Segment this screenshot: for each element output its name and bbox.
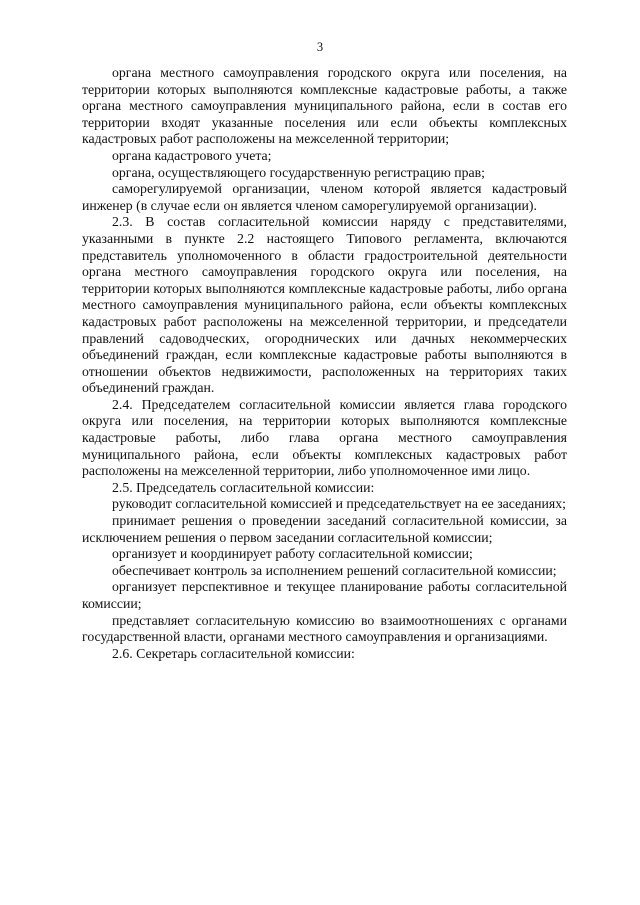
paragraph: представляет согласительную комиссию во взаимоотношениях с органами государственной власти, органами местного самоуправления и организациями.: [82, 612, 567, 645]
paragraph: органа местного самоуправления городского округа или поселения, на территории которых выполняются комплексные кадастровые работы, а также органа местного самоуправления муниципального района, если в состав его территории входят указанные поселения или если объекты комплексных кадастровых работ расположены на межселенной территории;: [82, 65, 567, 147]
paragraph: организует перспективное и текущее планирование работы согласительной комиссии;: [82, 579, 567, 611]
paragraph: 2.5. Председатель согласительной комиссии:: [112, 479, 375, 495]
document-body: [82, 65, 567, 662]
paragraph: 2.4. Председателем согласительной комиссии является глава городского округа или поселения, на территории которых выполняются комплексные кадастровые работы, либо глава органа местного самоуправления муниципального района, если объекты комплексных кадастровых работ расположены на межселенной территории, либо уполномоченное ими лицо.: [82, 396, 567, 479]
paragraph: саморегулируемой организации, членом которой является кадастровый инженер (в случае если он является членом саморегулируемой организации).: [82, 181, 567, 213]
paragraph: принимает решения о проведении заседаний согласительной комиссии, за исключением решения о первом заседании согласительной комиссии;: [82, 513, 567, 545]
paragraph: 2.6. Секретарь согласительной комиссии:: [112, 645, 355, 661]
paragraph: руководит согласительной комиссией и председательствует на ее заседаниях;: [112, 496, 566, 512]
page-number: 3: [316, 40, 324, 54]
paragraph: 2.3. В состав согласительной комиссии наряду с представителями, указанными в пункте 2.2 настоящего Типового регламента, включаются представитель уполномоченного в области градостроительной деятельности органа местного самоуправления городского округа или поселения, на территории которых выполняются комплексные кадастровые работы, либо органа местного самоуправления муниципального района, если объекты комплексных кадастровых работ расположены на межселенной территории, и председатели правлений садоводческих, огороднических или дачных некоммерческих объединений граждан, если комплексные кадастровые работы выполняются в отношении объектов недвижимости, расположенных на территориях таких объединений граждан.: [82, 214, 567, 396]
paragraph: органа кадастрового учета;: [112, 147, 272, 163]
paragraph: органа, осуществляющего государственную регистрацию прав;: [112, 164, 485, 180]
paragraph: обеспечивает контроль за исполнением решений согласительной комиссии;: [112, 562, 557, 578]
paragraph: организует и координирует работу согласительной комиссии;: [112, 546, 473, 562]
